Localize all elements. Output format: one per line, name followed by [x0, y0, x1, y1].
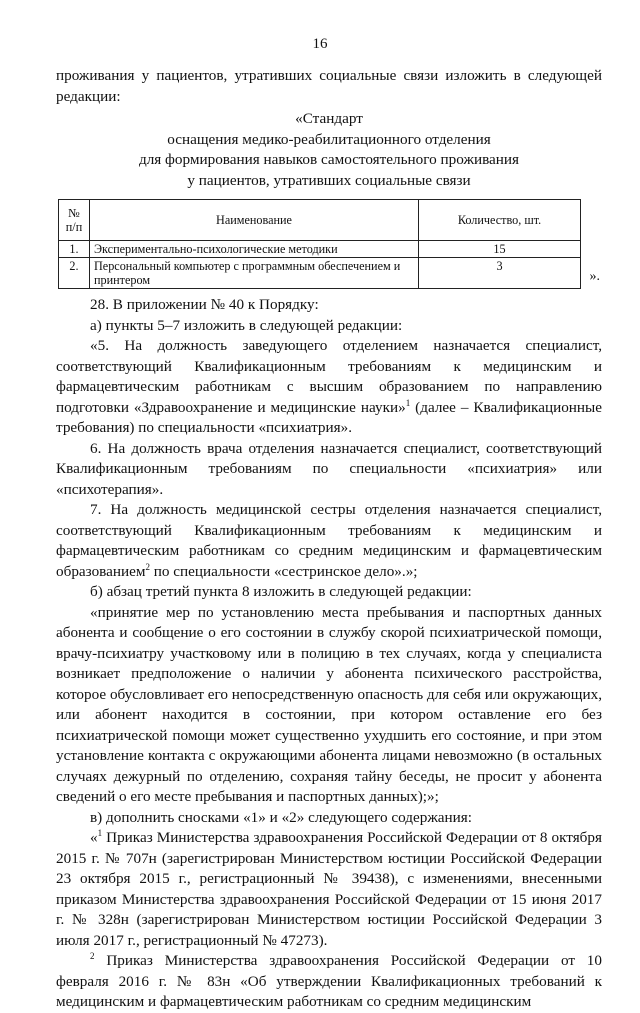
point-7-text: 7. На должность медицинской сестры отделения назначается специалист, соответствующий Квалификационным требованиям к медицинским и фармацевтическим работникам со средним медицинским и фармацевтическим образованием — [56, 501, 602, 580]
row-name: Экспериментально-психологические методики — [90, 241, 419, 258]
paragraph-v: в) дополнить сносками «1» и «2» следующего содержания: — [90, 808, 473, 826]
page-number: 16 — [312, 36, 328, 52]
row-number: 1. — [59, 241, 90, 258]
row-quantity: 15 — [419, 241, 581, 258]
point-5-tail: (далее – Квалификационные требования) по специальности «психиатрия». — [56, 398, 602, 436]
row-name: Персональный компьютер с программным обеспечением и принтером — [90, 258, 419, 289]
table-header-row — [59, 200, 581, 241]
header-name: Наименование — [90, 200, 419, 241]
header-number: № п/п — [59, 200, 90, 241]
paragraph-28: 28. В приложении № 40 к Порядку: — [90, 296, 319, 313]
row-number: 2. — [59, 258, 90, 289]
paragraph-b: б) абзац третий пункта 8 изложить в следующей редакции: — [90, 583, 472, 600]
point-7-tail: по специальности «сестринское дело».»; — [149, 562, 418, 580]
footnote-2 — [56, 951, 602, 1013]
point-5-text: «5. На должность заведующего отделением назначается специалист, соответствующий Квалификационным требованиям к медицинским и фармацевтическим работникам с высшим образованием по направлению подготовки «Здравоохранение и медицинские науки» — [56, 337, 602, 416]
standard-title-line-2: оснащения медико-реабилитационного отделения — [167, 130, 491, 148]
row-quantity: 3 — [419, 258, 581, 289]
paragraph-quote: «принятие мер по установлению места пребывания и паспортных данных абонента и сообщение о его состоянии в службу скорой психиатрической помощи, врачу-психиатру участковому или в полицию в тех случаях, когда у специалиста возникает предположение о наличии у абонента психического расстройства, которое обусловливает его непосредственную опасность для себя или окружающих, или абонент находится в состоянии, при котором оставление его без психиатрической помощи может существенно ухудшить его состояние, и при этом установление контакта с окружающими абонента лицами невозможно (в остальных случаях дежурный по отделению, сохраняя тайну беседы, не просит у абонента сведений о его месте пребывания и паспортных данных);»; — [56, 603, 602, 805]
standard-title-line-3: для формирования навыков самостоятельного проживания — [138, 151, 520, 168]
footnote-2-text: Приказ Министерства здравоохранения Российской Федерации от 10 февраля 2016 г. № 83н «Об утверждении Квалификационных требований к медицинским и фармацевтическим работникам со средним медицинским — [56, 952, 602, 1010]
footnote-ref-2: 2 — [145, 561, 150, 572]
footnote-ref-1: 1 — [405, 397, 411, 408]
paragraph-point-5 — [56, 336, 602, 439]
footnote-1-open: « — [90, 829, 98, 846]
intro-paragraph: проживания у пациентов, утративших социальные связи изложить в следующей редакции: — [56, 67, 602, 105]
standard-title-line-1: «Стандарт — [295, 110, 363, 127]
footnote-2-mark: 2 — [90, 951, 95, 961]
paragraph-28a: а) пункты 5–7 изложить в следующей редакции: — [90, 316, 403, 334]
equipment-table — [58, 199, 581, 289]
footnote-1-mark: 1 — [97, 828, 103, 838]
standard-title-line-4: у пациентов, утративших социальные связи — [187, 171, 471, 189]
footnote-1 — [56, 828, 602, 951]
equipment-table-wrapper — [56, 199, 602, 289]
paragraph-point-7 — [56, 500, 602, 582]
footnote-1-text: Приказ Министерства здравоохранения Российской Федерации от 8 октября 2015 г. № 707н (зарегистрирован Министерством юстиции Российской Федерации 23 октября 2015 г., регистрационный № 39438), с изменениями, внесенными приказом Министерства здравоохранения Российской Федерации от 15 июня 2017 г. № 328н (зарегистрирован Министерством юстиции Российской Федерации 3 июля 2017 г., регистрационный № 47273). — [56, 829, 602, 949]
document-body — [56, 66, 602, 1013]
table-row — [59, 241, 581, 258]
table-row — [59, 258, 581, 289]
header-quantity: Количество, шт. — [419, 200, 581, 241]
paragraph-point-6: 6. На должность врача отделения назначается специалист, соответствующий Квалификационным требованиям по специальности «психиатрия» или «психотерапия». — [56, 439, 602, 498]
table-closing-quote: ». — [589, 268, 600, 284]
